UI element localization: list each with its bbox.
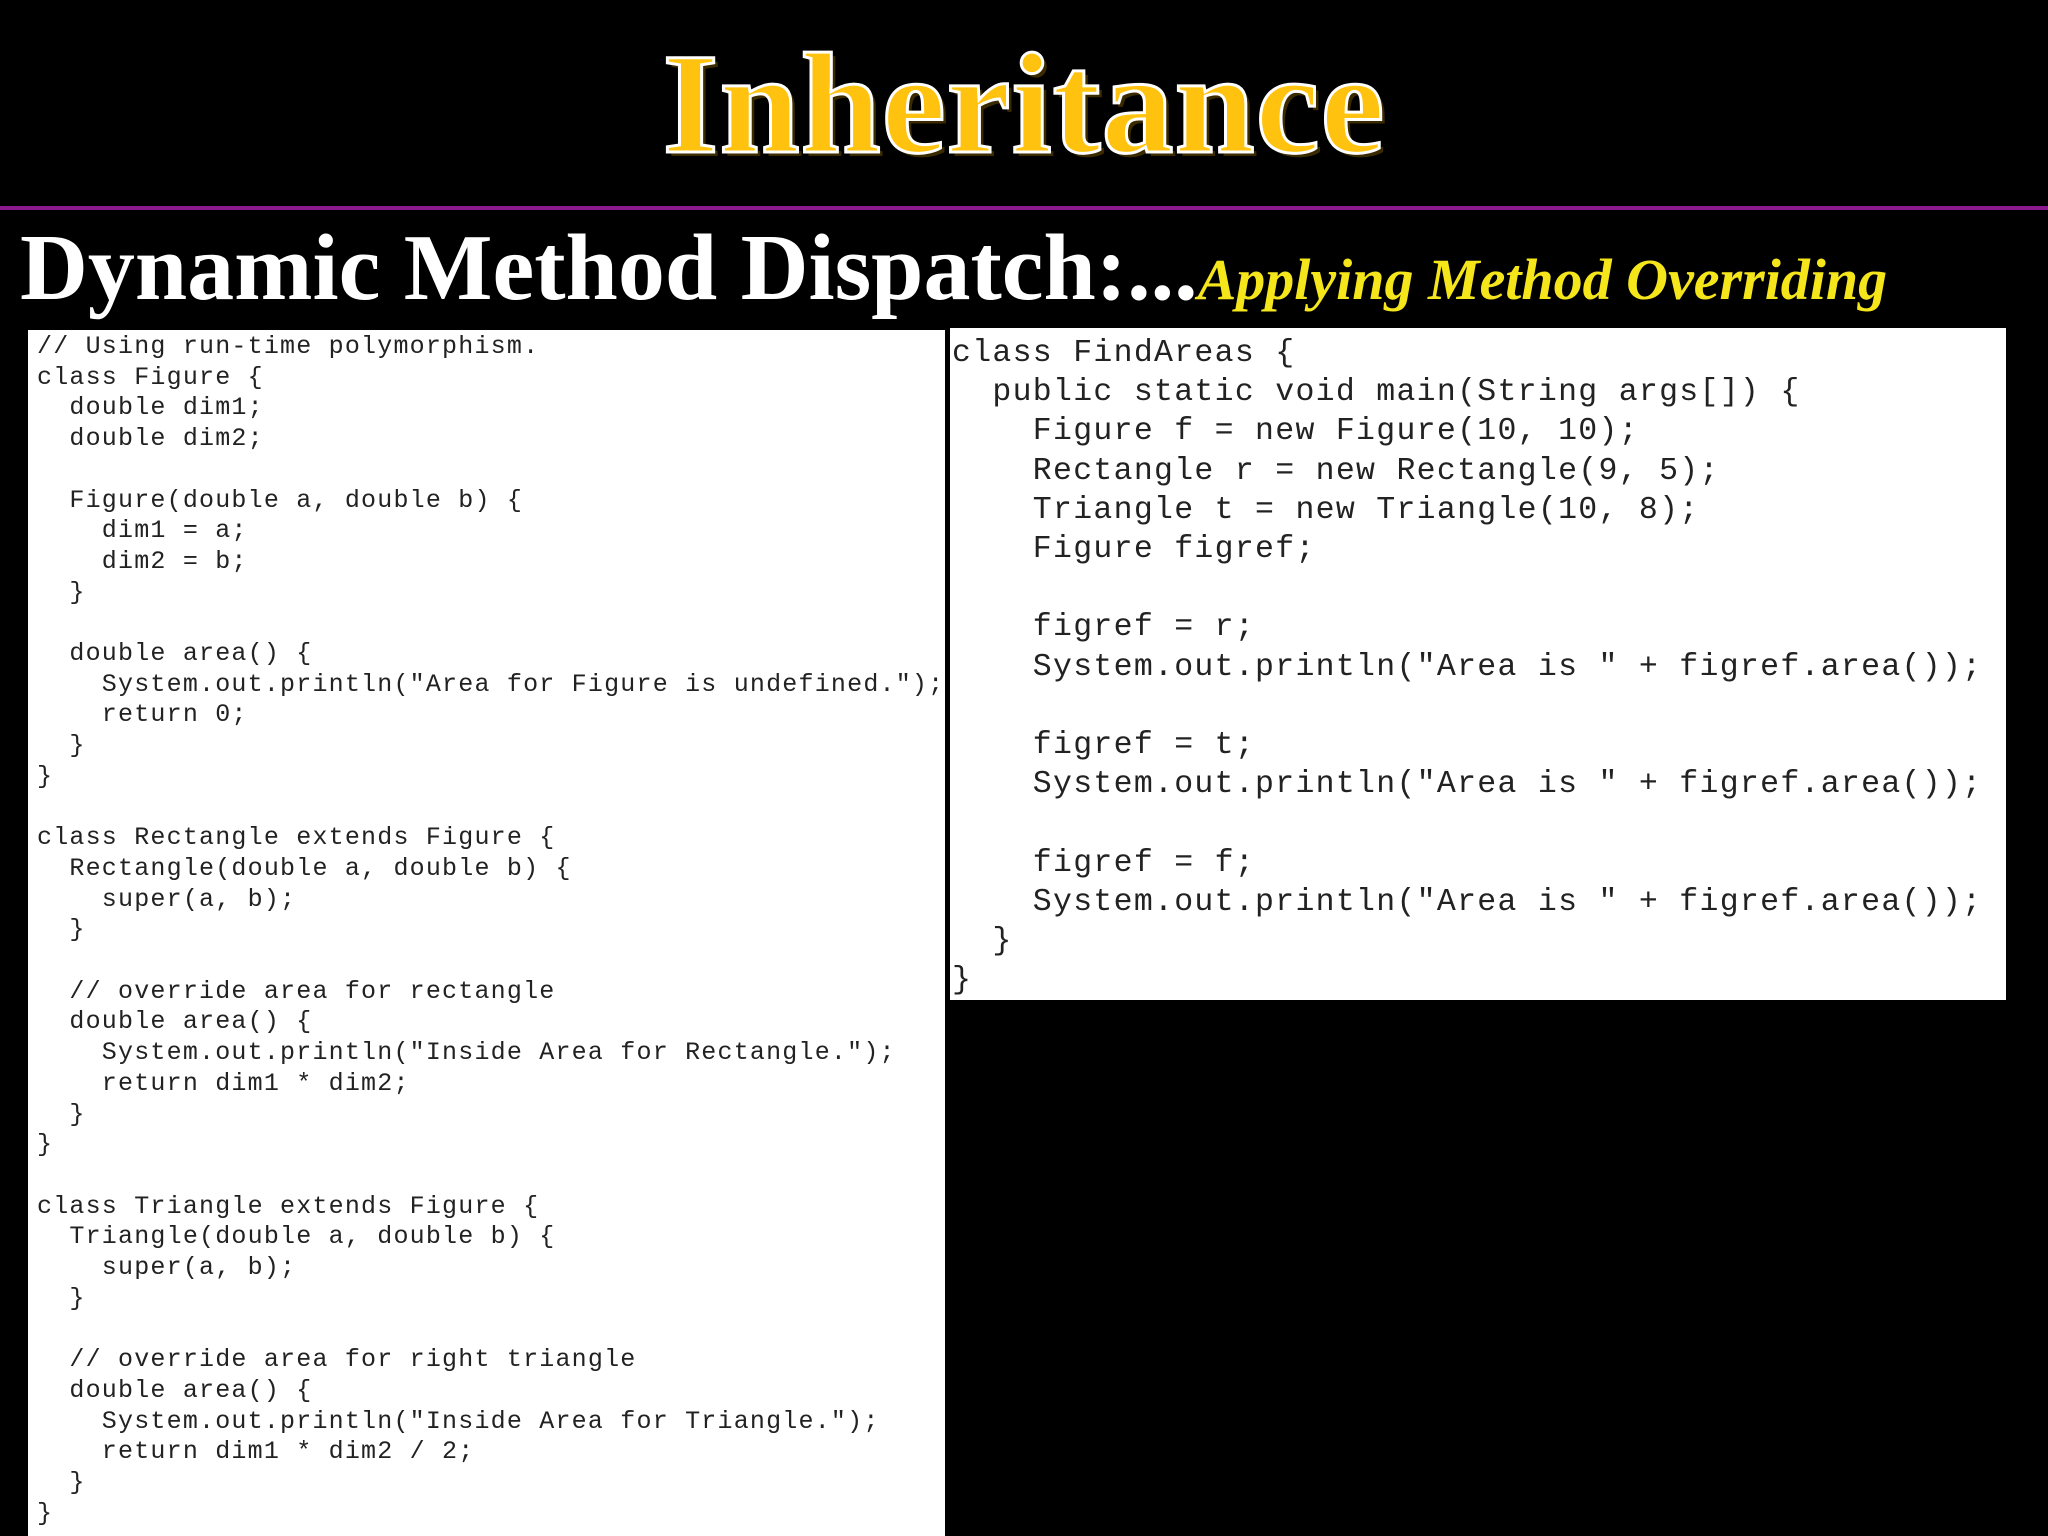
code-line: double dim1; bbox=[37, 393, 264, 423]
code-line: } bbox=[952, 924, 1013, 960]
code-line: figref = t; bbox=[952, 728, 1256, 764]
code-line: return dim1 * dim2; bbox=[37, 1068, 410, 1098]
code-line: Figure(double a, double b) { bbox=[37, 485, 524, 515]
code-line: double area() { bbox=[37, 1007, 313, 1037]
code-line: } bbox=[37, 1099, 86, 1129]
code-listing-findareas bbox=[950, 328, 2006, 1000]
subtitle-main: Dynamic Method Dispatch:... bbox=[20, 216, 1198, 320]
code-line: System.out.println("Inside Area for Triangle."); bbox=[37, 1406, 880, 1436]
code-line: figref = r; bbox=[952, 610, 1256, 646]
slide-title: Inheritance bbox=[662, 25, 1386, 184]
code-line: Triangle(double a, double b) { bbox=[37, 1222, 556, 1252]
code-line: class Figure { bbox=[37, 362, 264, 392]
code-line: } bbox=[952, 963, 973, 999]
code-line: return 0; bbox=[37, 700, 248, 730]
code-line: } bbox=[37, 761, 54, 791]
code-line: } bbox=[37, 1283, 86, 1313]
code-line: Rectangle(double a, double b) { bbox=[37, 853, 572, 883]
code-line: System.out.println("Area for Figure is undefined."); bbox=[37, 669, 945, 699]
code-block-left bbox=[28, 330, 945, 1529]
code-line: System.out.println("Area is " + figref.area()); bbox=[952, 884, 1983, 920]
code-line: figref = f; bbox=[952, 845, 1256, 881]
code-line: } bbox=[37, 1498, 54, 1528]
code-line: super(a, b); bbox=[37, 884, 297, 914]
code-line: // override area for rectangle bbox=[37, 976, 556, 1006]
code-line: Figure figref; bbox=[952, 532, 1316, 568]
code-line: // Using run-time polymorphism. bbox=[37, 332, 540, 361]
code-line: super(a, b); bbox=[37, 1253, 297, 1283]
code-line: class Triangle extends Figure { bbox=[37, 1191, 540, 1221]
code-line: } bbox=[37, 915, 86, 945]
code-line: dim2 = b; bbox=[37, 546, 248, 576]
code-line: public static void main(String args[]) { bbox=[952, 375, 1801, 411]
code-listing-figure-classes bbox=[28, 330, 945, 1536]
code-line: return dim1 * dim2 / 2; bbox=[37, 1437, 475, 1467]
code-line: double area() { bbox=[37, 1375, 313, 1405]
code-line: Figure f = new Figure(10, 10); bbox=[952, 414, 1639, 450]
code-line: // override area for right triangle bbox=[37, 1345, 637, 1375]
subtitle-accent: Applying Method Overriding bbox=[1197, 247, 1888, 312]
code-line: System.out.println("Area is " + figref.area()); bbox=[952, 767, 1983, 803]
code-block-right bbox=[950, 328, 2006, 1000]
code-line: class Rectangle extends Figure { bbox=[37, 823, 556, 853]
code-line: } bbox=[37, 731, 86, 761]
code-line: } bbox=[37, 1130, 54, 1160]
code-line: } bbox=[37, 1468, 86, 1498]
code-line: class FindAreas { bbox=[952, 336, 1296, 371]
code-line: double dim2; bbox=[37, 424, 264, 454]
code-line: dim1 = a; bbox=[37, 516, 248, 546]
code-line: double area() { bbox=[37, 639, 313, 669]
code-line: } bbox=[37, 577, 86, 607]
title-divider bbox=[0, 206, 2048, 210]
code-line: Rectangle r = new Rectangle(9, 5); bbox=[952, 453, 1720, 489]
code-line: System.out.println("Inside Area for Rectangle."); bbox=[37, 1038, 896, 1068]
code-line: System.out.println("Area is " + figref.area()); bbox=[952, 649, 1983, 685]
code-line: Triangle t = new Triangle(10, 8); bbox=[952, 492, 1700, 528]
slide-subtitle bbox=[20, 218, 2030, 318]
